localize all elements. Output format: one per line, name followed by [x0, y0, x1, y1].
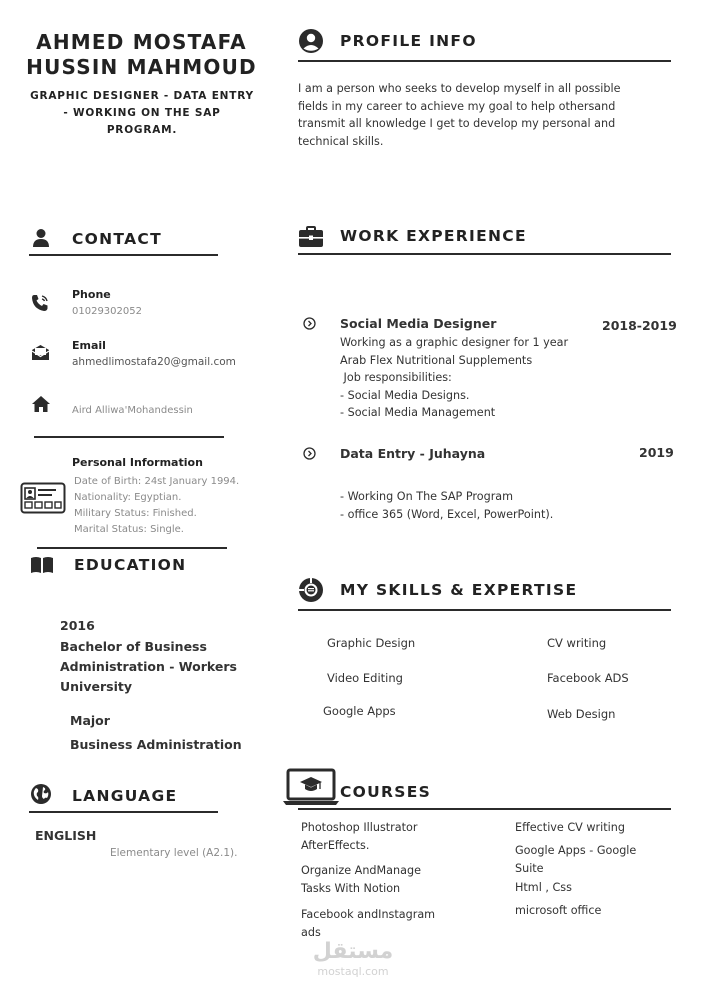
job-line: - office 365 (Word, Excel, PowerPoint).	[340, 507, 554, 521]
language-name: ENGLISH	[35, 828, 97, 843]
job-years: 2018-2019	[602, 318, 677, 333]
course-item: Effective CV writing	[515, 821, 625, 834]
education-title: EDUCATION	[74, 556, 187, 574]
skills-title: MY SKILLS & EXPERTISE	[340, 581, 578, 599]
personal-line: Date of Birth: 24st January 1994.	[74, 476, 240, 487]
bullet-circle-icon	[303, 447, 316, 460]
course-line: Suite	[515, 861, 544, 875]
job-title: Data Entry - Juhayna	[340, 446, 486, 461]
email-icon	[31, 344, 50, 361]
course-item	[515, 842, 636, 877]
phone-label: Phone	[72, 288, 111, 301]
job-line: Arab Flex Nutritional Supplements	[340, 353, 533, 367]
personal-info-details	[74, 474, 239, 538]
course-line: Google Apps - Google	[515, 844, 637, 857]
job-line: - Working On The SAP Program	[340, 490, 514, 503]
skill-item: Web Design	[547, 707, 616, 721]
course-line: AfterEffects.	[301, 838, 370, 852]
course-line: ads	[301, 925, 321, 939]
course-item: Html , Css	[515, 881, 572, 894]
language-title: LANGUAGE	[72, 787, 178, 805]
phone-icon	[30, 293, 50, 313]
personal-line: Nationality: Egyptian.	[74, 492, 182, 503]
job-title: Social Media Designer	[340, 316, 497, 331]
job-description	[340, 334, 660, 422]
skills-divider	[298, 609, 671, 611]
course-item: microsoft office	[515, 904, 602, 917]
id-card-icon	[20, 482, 66, 514]
education-degree	[60, 637, 237, 697]
globe-icon	[30, 783, 52, 805]
candidate-role	[16, 88, 268, 139]
book-icon	[30, 556, 54, 574]
job-line: - Social Media Management	[340, 406, 496, 419]
email-value: ahmedlimostafa20@gmail.com	[72, 356, 236, 368]
profile-line: I am a person who seeks to develop myself in all possible	[298, 82, 621, 95]
personal-line: Marital Status: Single.	[74, 524, 184, 535]
job-line: - Social Media Designs.	[340, 388, 470, 402]
course-item	[301, 862, 421, 897]
skill-item: Google Apps	[323, 704, 396, 718]
profile-line: technical skills.	[298, 134, 384, 148]
major-label: Major	[70, 713, 110, 728]
course-line: Tasks With Notion	[301, 881, 401, 895]
job-line: Working as a graphic designer for 1 year	[340, 336, 569, 349]
phone-value: 01029302052	[72, 306, 142, 317]
personal-line: Military Status: Finished.	[74, 508, 197, 519]
role-line-2: - WORKING ON THE SAP	[63, 107, 221, 119]
profile-icon	[298, 28, 324, 54]
work-divider	[298, 253, 671, 255]
skill-item: Facebook ADS	[547, 671, 629, 685]
profile-line: transmit all knowledge I get to develop my personal and	[298, 117, 616, 130]
skills-icon	[298, 577, 324, 603]
watermark-latin: mostaql.com	[317, 965, 389, 978]
home-icon	[31, 395, 51, 413]
mostaql-watermark	[308, 939, 398, 978]
language-level: Elementary level (A2.1).	[110, 847, 238, 859]
courses-title: COURSES	[340, 783, 432, 801]
courses-divider	[298, 808, 671, 810]
course-item	[301, 819, 417, 854]
course-line: Facebook andInstagram	[301, 908, 436, 921]
degree-line: University	[60, 679, 132, 694]
major-value: Business Administration	[70, 737, 242, 752]
personal-info-label: Personal Information	[72, 456, 203, 469]
job-description	[340, 488, 660, 523]
skill-item: Video Editing	[327, 671, 403, 685]
bullet-circle-icon	[303, 317, 316, 330]
degree-line: Administration - Workers	[60, 659, 237, 674]
contact-divider	[29, 254, 218, 256]
name-line-2: HUSSIN MAHMOUD	[26, 55, 257, 79]
personal-divider	[37, 547, 227, 549]
laptop-graduation-icon	[282, 768, 340, 806]
watermark-arabic: مستقل	[312, 939, 394, 964]
course-line: Photoshop Illustrator	[301, 821, 418, 834]
skill-item: Graphic Design	[327, 636, 416, 650]
name-line-1: AHMED MOSTAFA	[36, 30, 247, 54]
email-label: Email	[72, 339, 106, 352]
role-line-3: PROGRAM.	[106, 124, 178, 136]
profile-text	[298, 80, 678, 150]
degree-line: Bachelor of Business	[60, 639, 207, 654]
briefcase-icon	[298, 226, 324, 248]
profile-title: PROFILE INFO	[340, 32, 477, 50]
address-value: Aird Alliwa'Mohandessin	[72, 405, 193, 416]
role-line-1: GRAPHIC DESIGNER - DATA ENTRY	[30, 90, 254, 102]
contact-title: CONTACT	[72, 230, 162, 248]
profile-divider	[298, 60, 671, 62]
language-divider	[29, 811, 218, 813]
address-divider	[34, 436, 224, 438]
job-years: 2019	[639, 445, 674, 460]
skill-item: CV writing	[547, 636, 607, 650]
profile-line: fields in my career to achieve my goal to help othersand	[298, 99, 616, 113]
candidate-name	[0, 30, 283, 80]
course-item	[301, 906, 435, 941]
work-title: WORK EXPERIENCE	[340, 227, 527, 245]
person-icon	[32, 228, 50, 248]
education-year: 2016	[60, 618, 95, 633]
course-line: Organize AndManage	[301, 864, 421, 877]
job-line: Job responsibilities:	[340, 371, 452, 384]
